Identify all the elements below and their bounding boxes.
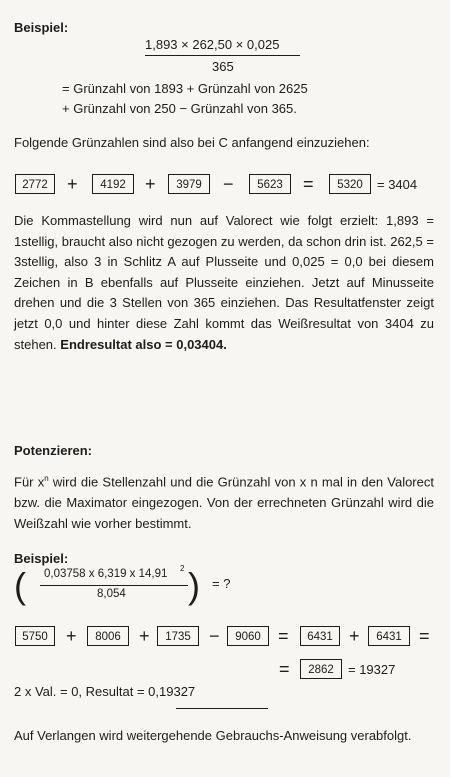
operator: = (419, 626, 430, 646)
separator-rule (176, 708, 268, 709)
fraction-denominator: 365 (212, 59, 234, 74)
comma-placement-paragraph (14, 211, 434, 355)
text: wird die Stellenzahl und die Grünzahl von x n mal in den Valorect bzw. die Maximator eingezogen. Von der errechneten Grünzahl wird die Weißzahl wie vorher bestimmt. (14, 474, 434, 531)
fraction-bar (145, 55, 300, 56)
operator: = (303, 174, 314, 194)
operator: + (349, 626, 360, 646)
final-result-text: Endresultat also = 0,03404. (60, 336, 227, 352)
example-heading: Beispiel: (14, 551, 69, 566)
fraction-numerator: 1,893 × 262,50 × 0,025 (145, 37, 280, 52)
value-box: 1735 (157, 626, 199, 646)
value-box: 2862 (300, 659, 342, 679)
value-box: 5750 (15, 626, 55, 646)
greenvalue-line-1: = Grünzahl von 1893 + Grünzahl von 2625 (62, 81, 308, 96)
fraction-bar (40, 585, 188, 586)
text: Für x (14, 474, 45, 490)
exponentiation-paragraph (14, 469, 434, 534)
operator: = (278, 626, 289, 646)
paragraph-text: Die Kommastellung wird nun auf Valorect wie folgt erzielt: 1,893 = 1stellig, braucht also nicht gezogen zu werden, da schon drin ist. 262,5 = 3stellig, also 3 in Schlitz A auf Plusseite und 0,025 = 0,0 bei diesem Zeichen in B ebenfalls auf Plusseite einziehen. Jetzt auf Minusseite drehen und die 3 Stellen von 365 einziehen. Das Resultatfenster zeigt jetzt 0,0 und hinter diese Zahl kommt das Weißresultat von 3404 zu stehen. (14, 213, 434, 352)
operator: − (223, 174, 234, 194)
equation-tail: = ? (212, 576, 231, 591)
open-paren: ( (14, 565, 26, 606)
value-box: 4192 (92, 174, 134, 194)
value-box: 2772 (15, 174, 55, 194)
example-heading: Beispiel: (14, 20, 69, 35)
footer-note: Auf Verlangen wird weitergehende Gebrauchs-Anweisung verabfolgt. (14, 728, 412, 743)
value-box: 9060 (227, 626, 269, 646)
value-box: 8006 (87, 626, 129, 646)
value-box: 6431 (300, 626, 340, 646)
value-box: 5623 (249, 174, 291, 194)
operator: − (209, 626, 220, 646)
equation-result: = 3404 (377, 177, 418, 192)
value-box: 3979 (168, 174, 210, 194)
operator: = (279, 659, 290, 679)
superscript: n (44, 474, 49, 483)
close-paren: ) (188, 565, 200, 606)
operator: + (139, 626, 150, 646)
greenvalue-line-2: + Grünzahl von 250 − Grünzahl von 365. (62, 101, 297, 116)
operator: + (145, 174, 156, 194)
value-box: 6431 (368, 626, 410, 646)
result-line: 2 x Val. = 0, Resultat = 0,19327 (14, 684, 196, 699)
fraction-numerator: 0,03758 x 6,319 x 14,91 (44, 568, 168, 580)
operator: + (67, 174, 78, 194)
section-heading: Potenzieren: (14, 443, 93, 458)
fraction-denominator: 8,054 (97, 588, 126, 600)
intro-text: Folgende Grünzahlen sind also bei C anfangend einzuziehen: (14, 135, 370, 150)
value-box: 5320 (329, 174, 371, 194)
equation-result: = 19327 (348, 662, 396, 677)
numerator-exponent: 2 (180, 564, 185, 573)
operator: + (66, 626, 77, 646)
